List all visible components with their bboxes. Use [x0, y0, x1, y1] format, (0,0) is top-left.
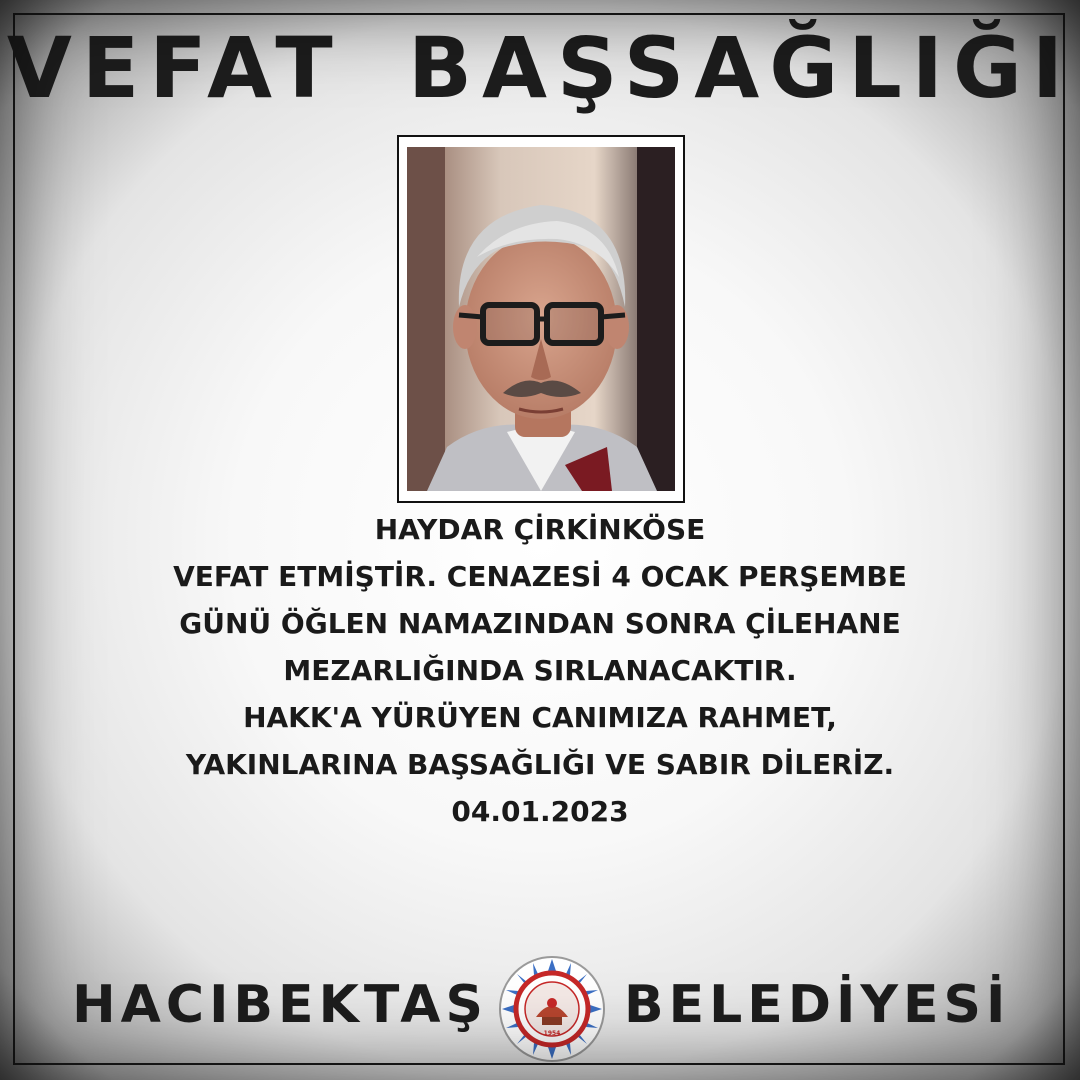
portrait-illustration: [407, 147, 675, 491]
page-title: VEFAT BAŞSAĞLIĞI: [6, 19, 1074, 117]
announcement-line: VEFAT ETMİŞTİR. CENAZESİ 4 OCAK PERŞEMBE: [173, 560, 907, 593]
footer-municipality-label: BELEDİYESİ: [624, 975, 1011, 1035]
announcement-text: [60, 506, 1020, 835]
announcement-line: MEZARLIĞINDA SIRLANACAKTIR.: [283, 654, 797, 687]
announcement-line: GÜNÜ ÖĞLEN NAMAZINDAN SONRA ÇİLEHANE: [179, 607, 901, 640]
announcement-line: YAKINLARINA BAŞSAĞLIĞI VE SABIR DİLERİZ.: [185, 748, 895, 781]
announcement-line: HAKK'A YÜRÜYEN CANIMIZA RAHMET,: [243, 701, 837, 734]
portrait-photo: [407, 147, 675, 491]
svg-text:1954: 1954: [543, 1030, 561, 1037]
announcement-date: 04.01.2023: [451, 795, 629, 828]
footer-municipality-name: HACIBEKTAŞ: [72, 975, 488, 1035]
deceased-name: HAYDAR ÇİRKİNKÖSE: [374, 513, 706, 546]
portrait-frame: [397, 135, 685, 503]
footer: [0, 955, 1080, 1065]
municipality-seal-icon: [498, 955, 606, 1063]
